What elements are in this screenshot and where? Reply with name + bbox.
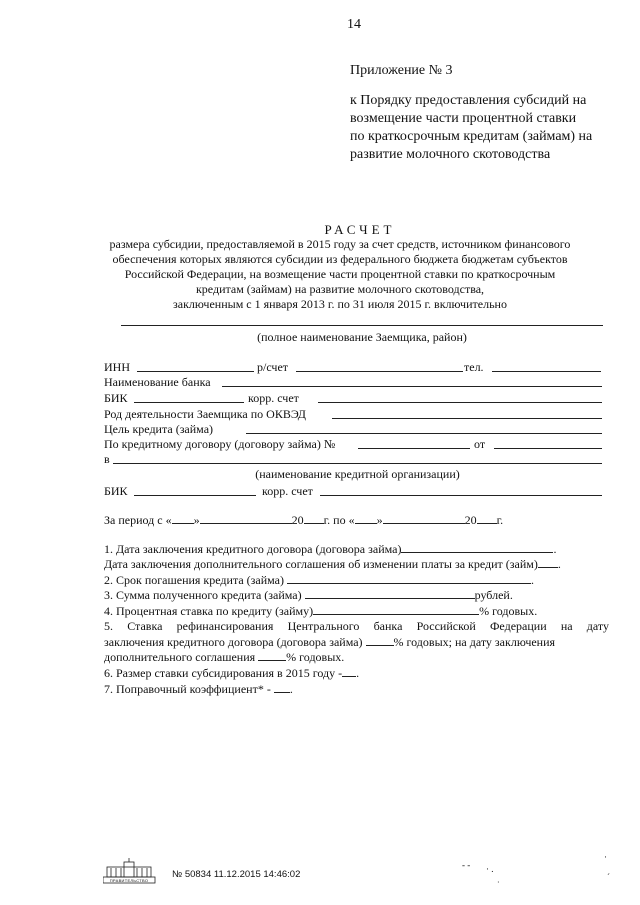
contract-number-field[interactable] (358, 448, 470, 449)
calc-description-line: кредитам (займам) на развитие молочного скотоводства, (195, 282, 485, 296)
period-day1[interactable] (172, 512, 194, 524)
period-row (104, 512, 503, 528)
item-5-line3-label: дополнительного соглашения (104, 650, 256, 664)
loan-purpose-field[interactable] (246, 433, 602, 434)
contract-label: По кредитному договору (договору займа) № (104, 437, 336, 451)
activity-field[interactable] (332, 418, 602, 419)
item-3 (104, 587, 513, 603)
period-end-label: г. (496, 513, 504, 527)
period-year2-prefix: 20 (464, 513, 477, 527)
item-5-line2 (104, 634, 555, 650)
item-4-label: 4. Процентная ставка по кредиту (займу) (104, 604, 314, 618)
item-3-unit: рублей. (474, 588, 513, 602)
period-month2[interactable] (383, 512, 465, 524)
item-1-note-field[interactable] (538, 556, 558, 568)
period-year2[interactable] (477, 512, 497, 524)
bank-name-label: Наименование банка (104, 375, 211, 389)
scan-mark: ´ (607, 872, 610, 882)
appendix-title: Приложение № 3 (350, 63, 453, 78)
item-5-line2-label: заключения кредитного договора (договора займа) (104, 635, 363, 649)
appendix-line: возмещение части процентной ставки (350, 111, 577, 126)
calc-title: РАСЧЕТ (324, 222, 396, 237)
scan-mark: · (497, 878, 500, 887)
period-year1-prefix: 20 (291, 513, 304, 527)
borrower-caption: (полное наименование Заемщика, район) (257, 330, 467, 344)
item-6: 6. Размер ставки субсидирования в 2015 году - . (104, 666, 360, 680)
period-to-label: г. по « (323, 513, 355, 527)
scan-mark: · . (486, 864, 494, 874)
contract-from-label: от (474, 437, 486, 451)
document-registration-number: № 50834 11.12.2015 14:46:02 (172, 869, 301, 880)
item-2-field[interactable] (287, 572, 531, 584)
account-label: р/счет (257, 360, 289, 374)
calc-description-line: размера субсидии, предоставляемой в 2015 году за счет средств, источником финансового (109, 237, 571, 251)
item-7-field[interactable] (274, 681, 290, 693)
credit-org-caption: (наименование кредитной организации) (255, 467, 460, 481)
inn-label: ИНН (104, 360, 130, 374)
bik-label: БИК (104, 391, 128, 405)
appendix-line: по краткосрочным кредитам (займам) на (350, 129, 593, 144)
in-label: в (104, 452, 110, 466)
corr-account2-field[interactable] (320, 495, 602, 496)
period-quote2: » (376, 513, 383, 527)
item-1-field[interactable] (401, 541, 553, 553)
item-2: 2. Срок погашения кредита (займа) . (104, 573, 534, 587)
item-7-label: 7. Поправочный коэффициент* - (104, 682, 271, 696)
item-1-note-label: Дата заключения дополнительного соглашения об изменении платы за кредит (займ) (104, 557, 538, 571)
item-4-field[interactable] (313, 603, 479, 615)
corr-account-label: корр. счет (248, 391, 299, 405)
item-5-line1: 5. Ставка рефинансирования Центрального банка Российской Федерации на дату (104, 619, 609, 633)
period-year1[interactable] (304, 512, 324, 524)
appendix-line: развитие молочного скотоводства (350, 147, 551, 162)
corr-account2-label: корр. счет (262, 484, 313, 498)
item-5-line2-unit: % годовых; на дату заключения (393, 635, 556, 649)
item-2-label: 2. Срок погашения кредита (займа) (104, 573, 284, 587)
calc-description-line: обеспечения которых являются субсидии из федерального бюджета бюджетам субъектов (112, 252, 568, 266)
item-5-line3-unit: % годовых. (286, 650, 345, 664)
item-3-field[interactable] (305, 587, 475, 599)
inn-field[interactable] (137, 371, 254, 372)
page-number: 14 (347, 17, 361, 32)
borrower-name-line[interactable] (121, 325, 603, 326)
activity-label: Род деятельности Заемщика по ОКВЭД (104, 407, 306, 421)
item-5-field-a[interactable] (366, 634, 394, 646)
scan-mark: · (604, 852, 607, 862)
phone-field[interactable] (492, 371, 601, 372)
item-1: 1. Дата заключения кредитного договора (договора займа) . (104, 542, 557, 556)
calc-description-line: Российской Федерации, на возмещение части процентной ставки по краткосрочным (124, 267, 556, 281)
appendix-line: к Порядку предоставления субсидий на (350, 93, 587, 108)
bik2-label: БИК (104, 484, 128, 498)
government-logo (103, 858, 163, 884)
item-5-line3 (104, 649, 344, 665)
loan-purpose-label: Цель кредита (займа) (104, 422, 214, 436)
bik2-field[interactable] (134, 495, 256, 496)
item-6-field[interactable] (342, 665, 356, 677)
item-4-unit: % годовых. (479, 604, 538, 618)
contract-date-field[interactable] (494, 448, 602, 449)
period-label: За период с « (104, 513, 172, 527)
scan-mark: - - (462, 860, 471, 870)
account-field[interactable] (296, 371, 463, 372)
item-6-label: 6. Размер ставки субсидирования в 2015 году - (104, 666, 343, 680)
bank-name-field[interactable] (222, 386, 602, 387)
item-7: 7. Поправочный коэффициент* - . (104, 682, 293, 696)
item-1-note: Дата заключения дополнительного соглашения об изменении платы за кредит (займ) . (104, 557, 561, 571)
credit-org-field[interactable] (113, 463, 602, 464)
phone-label: тел. (464, 360, 484, 374)
item-1-label: 1. Дата заключения кредитного договора (договора займа) (104, 542, 402, 556)
period-quote1: » (193, 513, 200, 527)
stamp-text: ПРАВИТЕЛЬСТВО (109, 878, 149, 883)
item-5-field-b[interactable] (258, 649, 286, 661)
bik-field[interactable] (134, 402, 244, 403)
calc-description-line: заключенным с 1 января 2013 г. по 31 июля 2015 г. включительно (173, 297, 507, 311)
period-month1[interactable] (200, 512, 292, 524)
period-day2[interactable] (355, 512, 377, 524)
item-3-label: 3. Сумма полученного кредита (займа) (104, 588, 302, 602)
item-4 (104, 603, 537, 619)
corr-account-field[interactable] (318, 402, 602, 403)
